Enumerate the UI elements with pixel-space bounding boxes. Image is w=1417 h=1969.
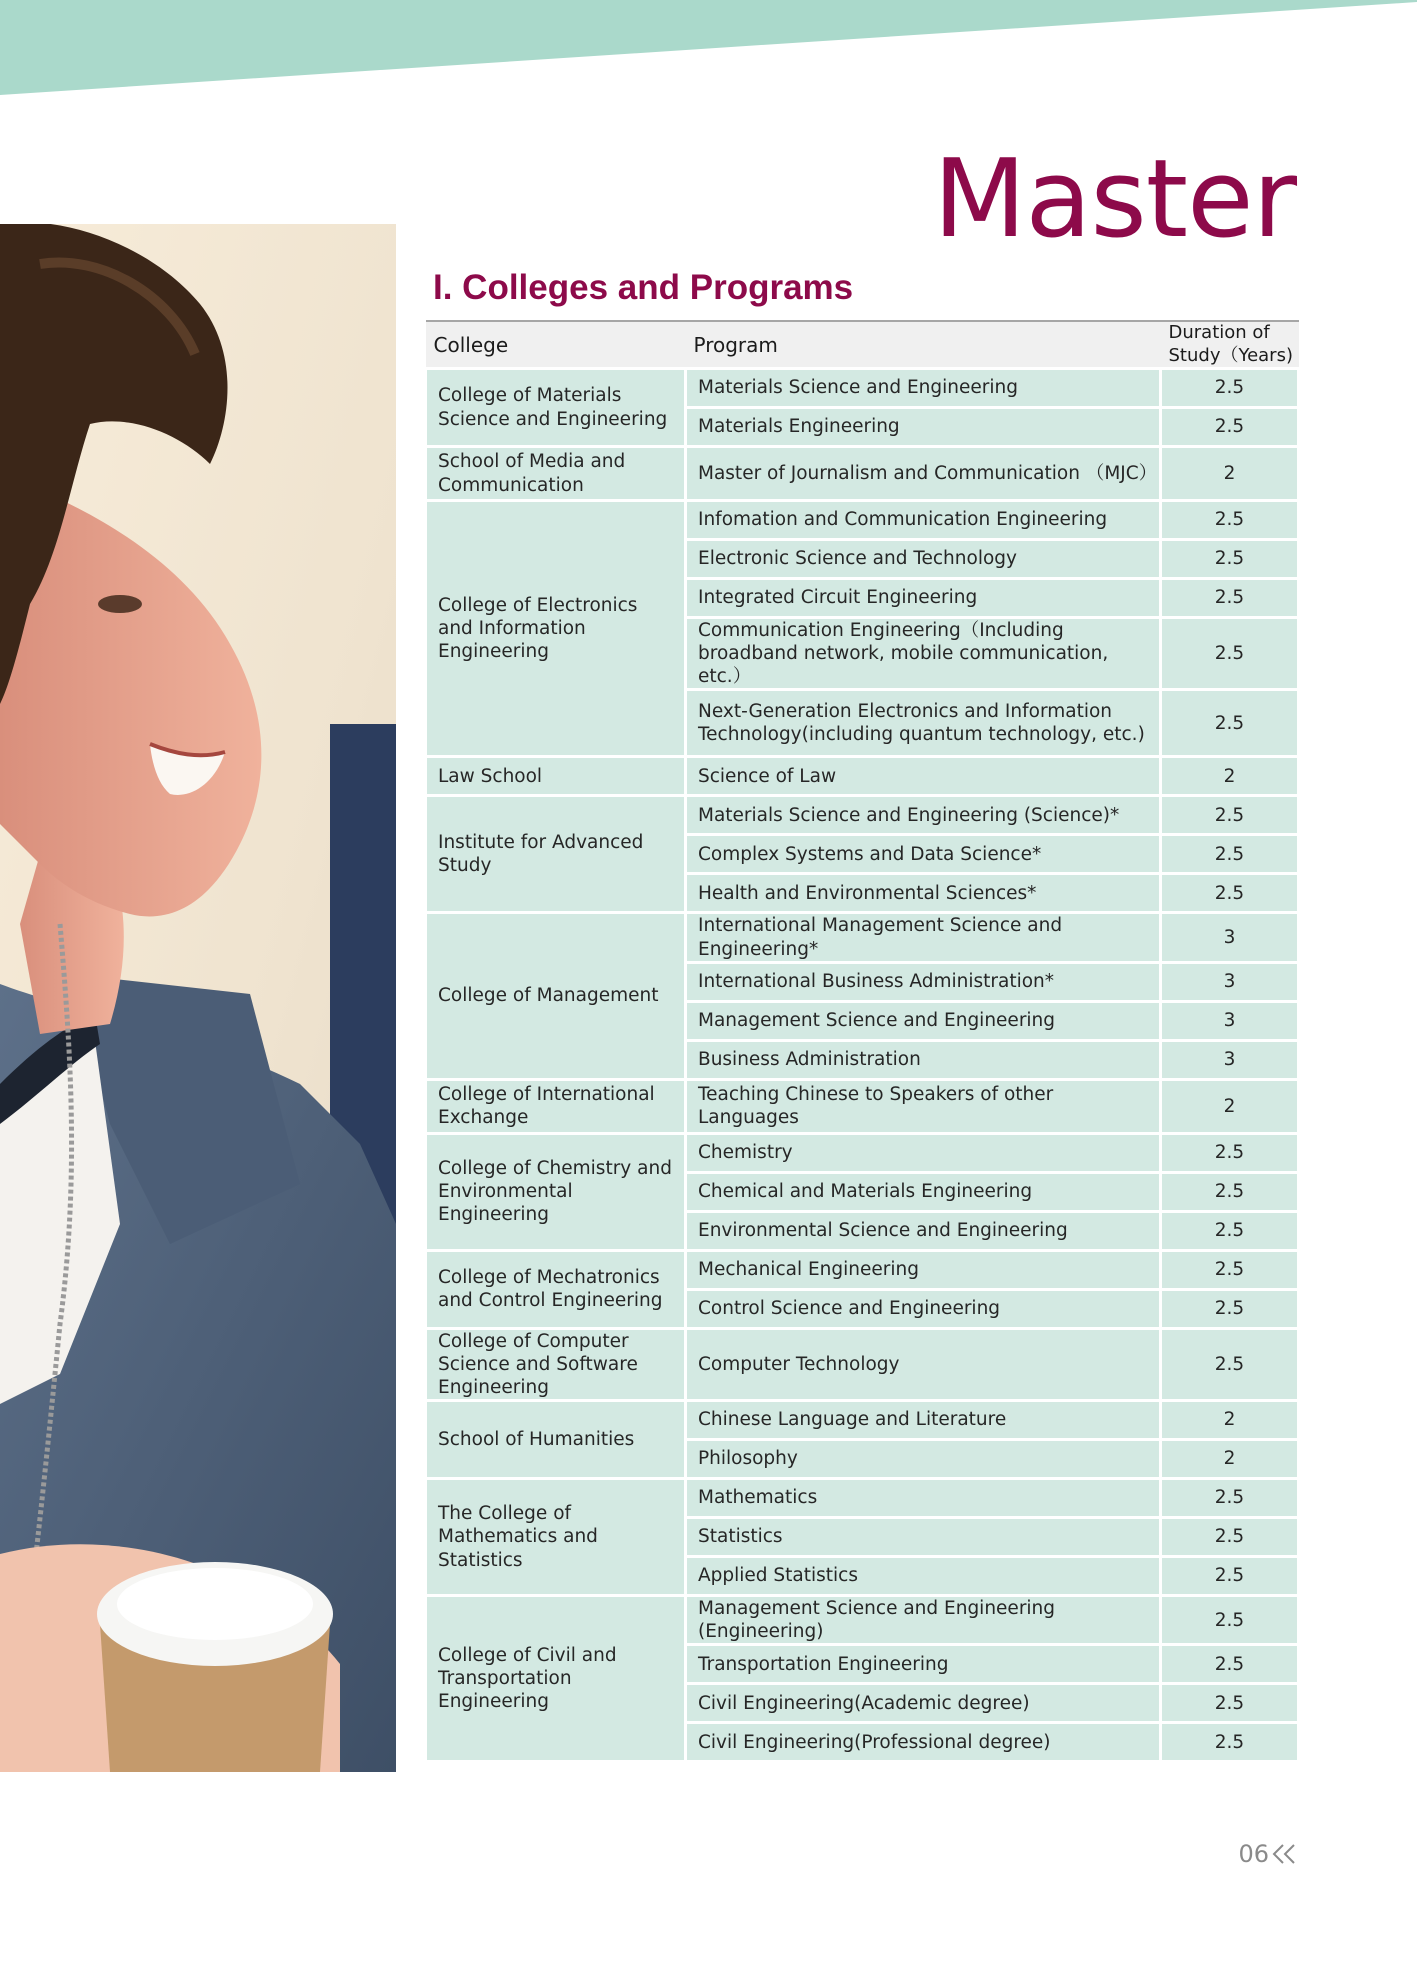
program-cell: Teaching Chinese to Speakers of other Languages xyxy=(686,1079,1161,1133)
duration-cell: 2 xyxy=(1161,1079,1299,1133)
program-cell: Chinese Language and Literature xyxy=(686,1401,1161,1440)
duration-cell: 2.5 xyxy=(1161,1328,1299,1400)
duration-cell: 2 xyxy=(1161,1401,1299,1440)
program-cell: Business Administration xyxy=(686,1040,1161,1079)
program-cell: Mechanical Engineering xyxy=(686,1250,1161,1289)
table-row xyxy=(426,369,1299,408)
duration-column-header xyxy=(1161,321,1299,369)
duration-cell: 2.5 xyxy=(1161,1133,1299,1172)
program-cell: Civil Engineering(Professional degree) xyxy=(686,1723,1161,1762)
program-cell: Materials Engineering xyxy=(686,408,1161,447)
program-cell: International Business Administration* xyxy=(686,962,1161,1001)
table-body xyxy=(426,369,1299,1762)
college-cell: College of International Exchange xyxy=(426,1079,686,1133)
duration-cell: 2 xyxy=(1161,757,1299,796)
program-cell: Infomation and Communication Engineering xyxy=(686,501,1161,540)
program-cell: Materials Science and Engineering (Science)* xyxy=(686,796,1161,835)
program-cell: Next-Generation Electronics and Information Technology(including quantum technology, etc.) xyxy=(686,690,1161,757)
program-cell: Chemical and Materials Engineering xyxy=(686,1172,1161,1211)
table-row xyxy=(426,913,1299,962)
college-cell: School of Humanities xyxy=(426,1401,686,1479)
college-cell: Law School xyxy=(426,757,686,796)
table-row xyxy=(426,1328,1299,1400)
duration-cell: 2.5 xyxy=(1161,501,1299,540)
program-cell: Chemistry xyxy=(686,1133,1161,1172)
program-cell: Mathematics xyxy=(686,1479,1161,1518)
duration-cell: 2.5 xyxy=(1161,1684,1299,1723)
college-cell: College of Mechatronics and Control Engineering xyxy=(426,1250,686,1328)
programs-table xyxy=(424,320,1300,1763)
duration-cell: 2.5 xyxy=(1161,618,1299,690)
program-cell: Integrated Circuit Engineering xyxy=(686,579,1161,618)
duration-cell: 3 xyxy=(1161,1040,1299,1079)
page-number-text: 06 xyxy=(1238,1840,1269,1868)
section-heading: I. Colleges and Programs xyxy=(433,268,854,307)
duration-cell: 3 xyxy=(1161,1001,1299,1040)
program-cell: Management Science and Engineering (Engineering) xyxy=(686,1596,1161,1645)
duration-cell: 2.5 xyxy=(1161,690,1299,757)
program-cell: Complex Systems and Data Science* xyxy=(686,835,1161,874)
duration-cell: 2.5 xyxy=(1161,796,1299,835)
duration-cell: 2.5 xyxy=(1161,408,1299,447)
program-cell: Philosophy xyxy=(686,1440,1161,1479)
duration-header-line2: Study（Years) xyxy=(1168,344,1293,366)
program-cell: Civil Engineering(Academic degree) xyxy=(686,1684,1161,1723)
college-cell: College of Computer Science and Software Engineering xyxy=(426,1328,686,1400)
college-cell: College of Management xyxy=(426,913,686,1079)
program-cell: Materials Science and Engineering xyxy=(686,369,1161,408)
table-header-row xyxy=(426,321,1299,369)
table-row xyxy=(426,1596,1299,1645)
program-cell: Computer Technology xyxy=(686,1328,1161,1400)
duration-cell: 2.5 xyxy=(1161,1289,1299,1328)
duration-cell: 2.5 xyxy=(1161,1172,1299,1211)
duration-cell: 2.5 xyxy=(1161,1596,1299,1645)
program-cell: Science of Law xyxy=(686,757,1161,796)
page-title: Master xyxy=(933,137,1296,262)
duration-cell: 2.5 xyxy=(1161,1723,1299,1762)
duration-cell: 2.5 xyxy=(1161,540,1299,579)
duration-cell: 2.5 xyxy=(1161,579,1299,618)
college-cell: College of Electronics and Information Engineering xyxy=(426,501,686,757)
college-column-header: College xyxy=(433,332,509,357)
duration-cell: 2.5 xyxy=(1161,1211,1299,1250)
duration-cell: 2.5 xyxy=(1161,1557,1299,1596)
duration-cell: 2.5 xyxy=(1161,1645,1299,1684)
programs-table-container xyxy=(424,320,1297,1763)
college-cell: College of Materials Science and Engineering xyxy=(426,369,686,447)
table-row xyxy=(426,447,1299,501)
college-cell: College of Chemistry and Environmental Engineering xyxy=(426,1133,686,1250)
program-cell: Statistics xyxy=(686,1518,1161,1557)
table-row xyxy=(426,1250,1299,1289)
table-row xyxy=(426,796,1299,835)
top-decorative-band xyxy=(0,0,1417,100)
program-cell: Environmental Science and Engineering xyxy=(686,1211,1161,1250)
duration-cell: 2.5 xyxy=(1161,1250,1299,1289)
program-cell: Control Science and Engineering xyxy=(686,1289,1161,1328)
duration-header-line1: Duration of xyxy=(1168,322,1270,343)
college-cell: College of Civil and Transportation Engineering xyxy=(426,1596,686,1762)
double-chevron-left-icon xyxy=(1271,1843,1297,1865)
duration-cell: 2 xyxy=(1161,447,1299,501)
program-cell: Management Science and Engineering xyxy=(686,1001,1161,1040)
duration-cell: 2.5 xyxy=(1161,1518,1299,1557)
program-column-header: Program xyxy=(693,332,778,357)
table-row xyxy=(426,1079,1299,1133)
page-number xyxy=(1238,1840,1297,1868)
program-cell: Health and Environmental Sciences* xyxy=(686,874,1161,913)
duration-cell: 2.5 xyxy=(1161,1479,1299,1518)
duration-cell: 3 xyxy=(1161,962,1299,1001)
table-row xyxy=(426,1133,1299,1172)
student-photo xyxy=(0,224,396,1772)
program-cell: International Management Science and Engineering* xyxy=(686,913,1161,962)
program-cell: Electronic Science and Technology xyxy=(686,540,1161,579)
table-row xyxy=(426,501,1299,540)
duration-cell: 3 xyxy=(1161,913,1299,962)
college-cell: School of Media and Communication xyxy=(426,447,686,501)
college-cell: The College of Mathematics and Statistics xyxy=(426,1479,686,1596)
duration-cell: 2.5 xyxy=(1161,874,1299,913)
table-row xyxy=(426,1401,1299,1440)
program-cell: Transportation Engineering xyxy=(686,1645,1161,1684)
duration-cell: 2.5 xyxy=(1161,369,1299,408)
table-row xyxy=(426,1479,1299,1518)
duration-cell: 2 xyxy=(1161,1440,1299,1479)
college-cell: Institute for Advanced Study xyxy=(426,796,686,913)
table-row xyxy=(426,757,1299,796)
duration-cell: 2.5 xyxy=(1161,835,1299,874)
program-cell: Master of Journalism and Communication （MJC） xyxy=(686,447,1161,501)
program-cell: Applied Statistics xyxy=(686,1557,1161,1596)
program-cell: Communication Engineering（Including broadband network, mobile communication, etc.） xyxy=(686,618,1161,690)
